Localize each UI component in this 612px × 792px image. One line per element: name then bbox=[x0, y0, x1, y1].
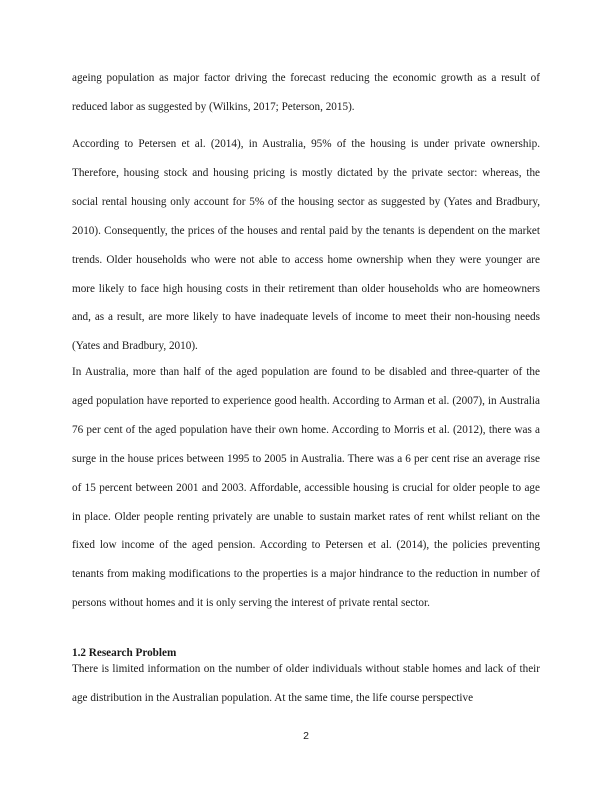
section-paragraph: There is limited information on the number of older individuals without stable homes and lack of their age distribution in the Australian population. At the same time, the life course perspective bbox=[72, 663, 540, 704]
body-paragraph: ageing population as major factor driving the forecast reducing the economic growth as a result of reduced labor as suggested by (Wilkins, 2017; Peterson, 2015). bbox=[72, 72, 540, 113]
body-paragraph: In Australia, more than half of the aged population are found to be disabled and three-quarter of the aged population have reported to experience good health. According to Arman et al. (2007), in Australia 76 per cent of the aged population have their own home. According to Morris et al. (2012), there was a surge in the house prices between 1995 to 2005 in Australia. There was a 6 per cent rise an average rise of 15 percent between 2001 and 2003. Affordable, accessible housing is crucial for older people to age in place. Older people renting privately are unable to sustain market rates of rent whilst reliant on the fixed low income of the aged pension. According to Petersen et al. (2014), the policies preventing tenants from making modifications to the properties is a major hindrance to the reduction in number of persons without homes and it is only serving the interest of private rental sector. bbox=[72, 366, 540, 610]
section-heading: 1.2 Research Problem bbox=[72, 647, 177, 659]
body-paragraph: According to Petersen et al. (2014), in Australia, 95% of the housing is under private ownership. Therefore, housing stock and housing pricing is mostly dictated by the private sector: whereas, the social rental housing only account for 5% of the housing sector as suggested by (Yates and Bradbury, 2010). Consequently, the prices of the houses and rental paid by the tenants is dependent on the market trends. Older households who were not able to access home ownership when they were younger are more likely to face high housing costs in their retirement than older households who are homeowners and, as a result, are more likely to have inadequate levels of income to meet their non-housing needs (Yates and Bradbury, 2010). bbox=[72, 138, 540, 353]
page-number: 2 bbox=[303, 730, 309, 742]
